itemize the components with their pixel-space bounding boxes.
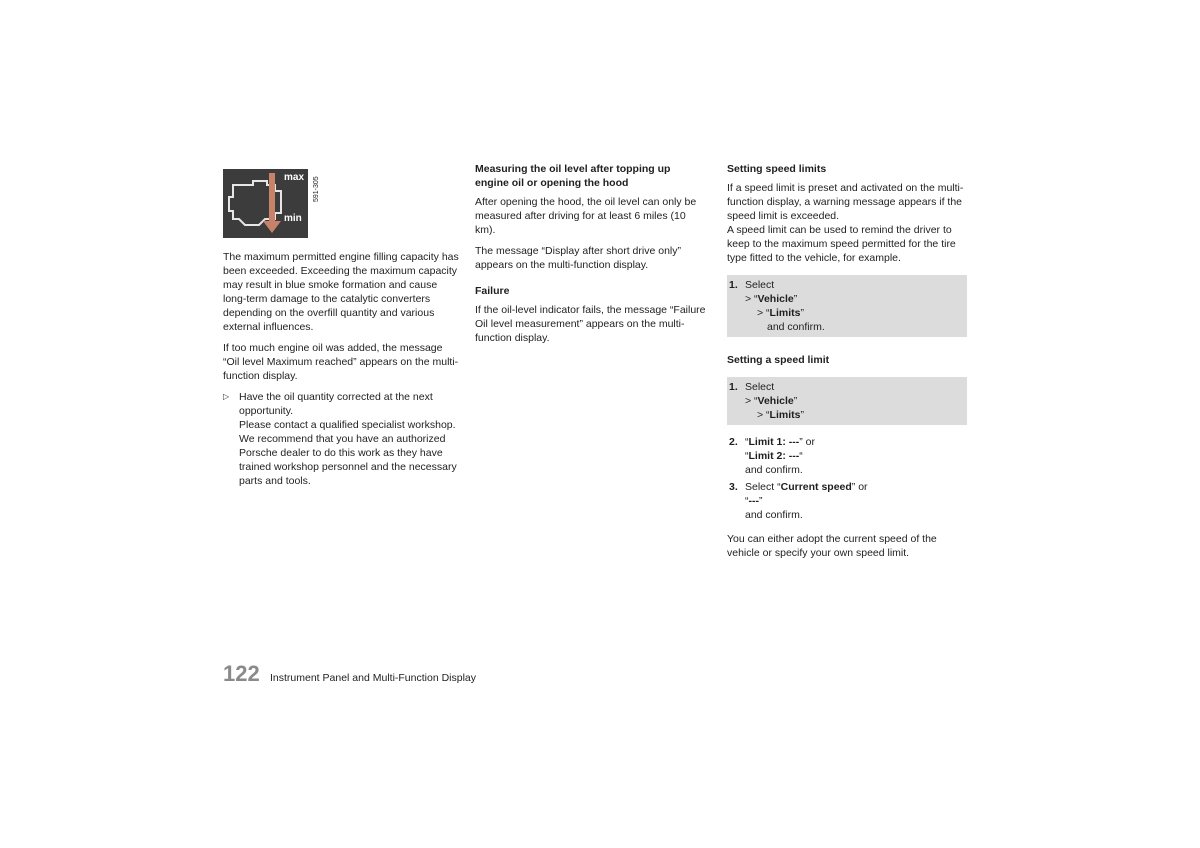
bullet-text-1: Have the oil quantity corrected at the next opportunity. <box>239 391 433 417</box>
step-suffix: ” <box>793 395 798 407</box>
max-label: max <box>284 172 305 183</box>
step-number: 1. <box>729 381 738 393</box>
oil-level-figure <box>223 162 321 242</box>
speed-limit-paragraph-b: A speed limit can be used to remind the driver to keep to the maximum speed permitted for the tire type fitted to the vehicle, for example. <box>727 224 956 264</box>
step-prefix: > “ <box>757 307 770 319</box>
step-number: 1. <box>729 279 738 291</box>
triangle-bullet-icon: ▷ <box>223 392 230 401</box>
menu-limits: Limits <box>769 409 801 421</box>
step-1 <box>727 380 967 422</box>
limit-2-option: Limit 2: --- <box>748 450 800 462</box>
quote: “ <box>745 495 749 507</box>
display-message-paragraph: The message “Display after short drive only” appears on the multi-function display. <box>475 245 681 271</box>
overfill-message-paragraph: If too much engine oil was added, the message “Oil level Maximum reached” appears on the multi-function display. <box>223 342 459 382</box>
overfill-paragraph: The maximum permitted engine filling capacity has been exceeded. Exceeding the maximum capacity may result in blue smoke formation and cause long-term damage to the catalytic converters depending on the overfill quantity and various external influences. <box>223 251 459 333</box>
heading-setting-a-speed-limit: Setting a speed limit <box>727 354 830 366</box>
speed-limit-paragraph-a: If a speed limit is preset and activated on the multi-function display, a warning message appears if the speed limit is exceeded. <box>727 182 964 222</box>
step-suffix: ” or <box>799 436 815 448</box>
step-suffix: ” <box>793 293 798 305</box>
middle-column <box>475 162 707 352</box>
step-2 <box>727 435 967 477</box>
step-number: 3. <box>729 481 738 493</box>
page-number: 122 <box>223 661 260 686</box>
bullet-text-2: Please contact a qualified specialist workshop. <box>239 419 456 431</box>
menu-vehicle: Vehicle <box>757 293 794 305</box>
figure-code: 591-305 <box>313 176 320 202</box>
step-box-1 <box>727 275 967 337</box>
step-suffix: “ <box>799 450 803 462</box>
step-text: Select “ <box>745 481 781 493</box>
menu-limits: Limits <box>769 307 801 319</box>
step-confirm: and confirm. <box>745 509 803 521</box>
step-prefix: > “ <box>745 395 758 407</box>
dashes-option: --- <box>748 495 759 507</box>
step-confirm: and confirm. <box>745 464 803 476</box>
heading-setting-speed-limits: Setting speed limits <box>727 163 827 175</box>
left-column <box>223 162 459 495</box>
heading-measuring-oil: Measuring the oil level after topping up engine oil or opening the hood <box>475 163 671 189</box>
heading-failure: Failure <box>475 285 510 297</box>
right-column <box>727 162 967 567</box>
step-text: Select <box>745 381 775 393</box>
menu-vehicle: Vehicle <box>757 395 794 407</box>
bullet-text-3: We recommend that you have an authorized Porsche dealer to do this work as they have trained workshop personnel and the necessary parts and tools. <box>239 433 457 487</box>
step-suffix: ” <box>800 307 804 319</box>
step-confirm: and confirm. <box>767 321 825 333</box>
step-text: Select <box>745 279 775 291</box>
quote: “ <box>745 450 749 462</box>
limit-1-option: Limit 1: --- <box>748 436 800 448</box>
step-prefix: > “ <box>757 409 770 421</box>
step-3 <box>727 480 967 522</box>
current-speed-option: Current speed <box>780 481 852 493</box>
step-number: 2. <box>729 436 738 448</box>
min-label: min <box>284 213 302 224</box>
step-suffix: ” <box>800 409 804 421</box>
step-suffix: ” or <box>851 481 868 493</box>
page-footer <box>223 660 723 690</box>
step-1 <box>727 278 967 334</box>
bullet-item <box>223 390 459 488</box>
section-title: Instrument Panel and Multi-Function Display <box>270 672 477 684</box>
quote: ” <box>759 495 763 507</box>
step-box-2 <box>727 377 967 425</box>
quote: “ <box>745 436 749 448</box>
failure-paragraph: If the oil-level indicator fails, the message “Failure Oil level measurement” appears on the multi-function display. <box>475 304 706 344</box>
measuring-paragraph: After opening the hood, the oil level can only be measured after driving for at least 6 miles (10 km). <box>475 196 697 236</box>
speed-limit-end-paragraph: You can either adopt the current speed of the vehicle or specify your own speed limit. <box>727 533 937 559</box>
step-prefix: > “ <box>745 293 758 305</box>
